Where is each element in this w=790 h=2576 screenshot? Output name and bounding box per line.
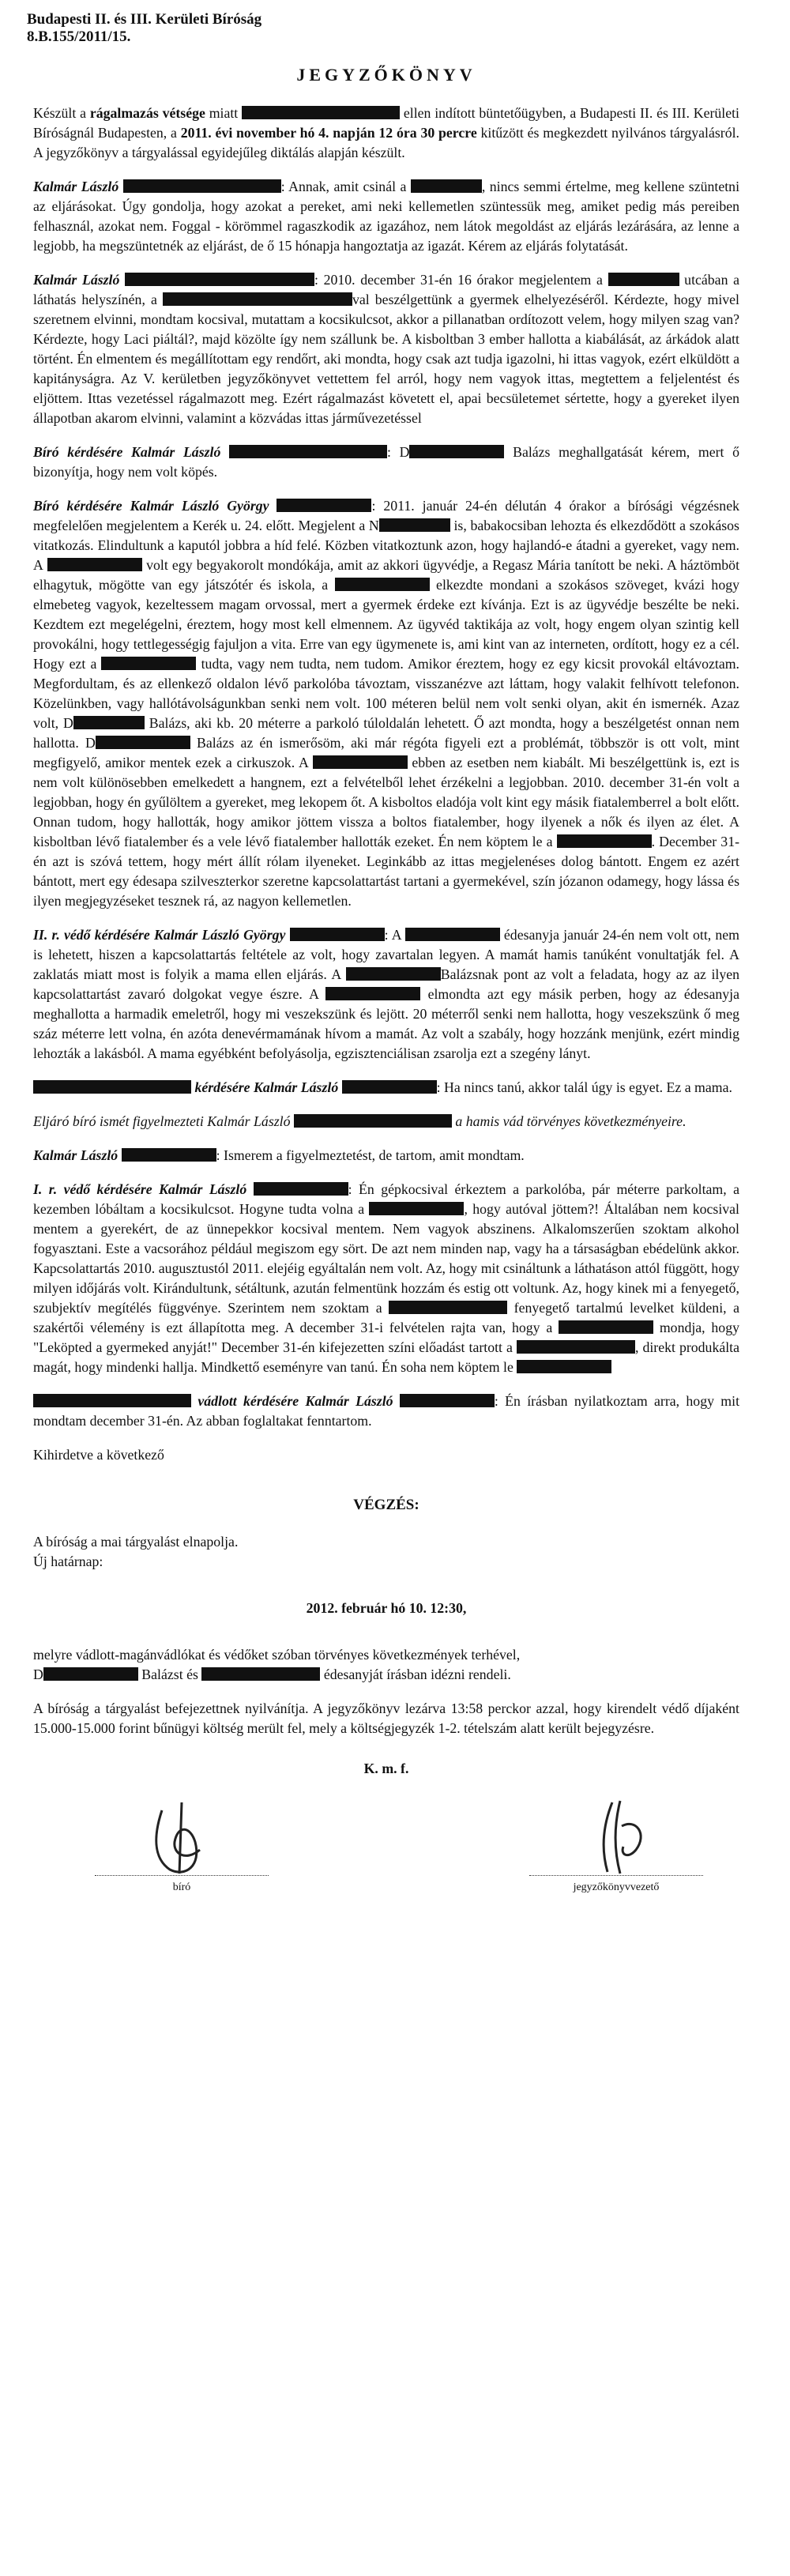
verdict-line: Új határnap: xyxy=(33,1554,103,1569)
testimony-text: Balázsnak pont az volt a feladata, hogy az az ilyen kapcsolattartást zavaró dolgokat vegye észre. A xyxy=(33,966,739,1002)
redaction-box xyxy=(400,1394,495,1407)
testimony-block-10 xyxy=(33,1392,739,1431)
verdict-text: melyre vádlott-magánvádlókat és védőket szóban törvényes következmények terhével, xyxy=(33,1647,521,1663)
testimony-text: mondja, hogy "Leköpted a gyermeked anyját!" December 31-én kifejezetten színi előadást tartott a xyxy=(33,1320,739,1355)
redaction-box xyxy=(242,106,400,119)
redaction-box xyxy=(559,1320,653,1334)
intro-text: kitűzött és megkezdett nyilvános tárgyalásról. A jegyzőkönyv a tárgyalással egyidejűleg diktálás alapján készült. xyxy=(33,125,739,160)
testimony-text: elmondta azt egy másik perben, hogy az édesanyja meghallotta a harmadik emeletről, hogy mi veszekszünk és lejött. 20 méterről senki nem hallotta, hogy veszekszünk ő meg száz méterre lett volna, én azóta denevérmamának hívom a mamát. Az volt a szabály, hogy hozzánk menjünk, ezért mindig lehozták a lakásból. A mama egyébként befolyásolja, egzisztenciálisan zsarolja ezt a szegény lányt. xyxy=(33,986,739,1061)
testimony-text: Balázs meghallgatását kérem, mert ő bizonyítja, hogy nem volt köpés. xyxy=(33,444,739,480)
redaction-box xyxy=(101,657,196,670)
redaction-box xyxy=(608,273,679,286)
redaction-box xyxy=(409,445,504,458)
testimony-text: elkezdte mondani a szokásos szöveget, kvázi hogy elmebeteg vagyok, kezeltessem magam orvossal, mert a gyermek érdeke ezt kívánja. Ezt is az ügyvédje beszélte be neki. Kezdtem ezt megelégelni, éreztem, hogy most kell elmennem. Az ügyvéd taktikája az volt, hogy engem olyan szintig kell provokálni, hogy tettlegességig fajuljon a vita. Erre van egy ügymenete is, ami kint van az interneten, ordított, hogy ez a cél. Hogy ezt a xyxy=(33,577,739,672)
court-header xyxy=(27,11,739,46)
warning-text: a hamis vád törvényes következményeire. xyxy=(455,1113,687,1129)
testimony-text: Balázs az én ismerősöm, aki már régóta figyeli ezt a problémát, többször is ott volt, mint megfigyelő, amikor mentek ezek a cirkuszok. A xyxy=(33,735,740,770)
testimony-text: val beszélgettünk a gyermek elhelyezéséről. Kérdezte, hogy mivel szeretnem elvinni, mondtam kocsival, mutattam a kocsikulcsot, akkor a pillanatban ordítozott velem, hogy milyen szag van? Kérdezte, hogy Laci piáltál?, majd közölte így nem szállunk be. A kisboltban 3 ember hallotta a kiabálását, az árkádok alatt történt. Én elmentem és megállítottam egy rendőrt, aki mondta, hogy csak azt tudja igazolni, hi ittas vagyok, ezért elküldött a kapitányságra. Az V. kerületben jegyzőkönyvet vettettem fel arról, hogy nem vagyok ittas, megtettem a feljelentést és eljöttem. Ittas vezetéssel rágalmazott meg. Ezért rágalmazást követett el, apai becsületemet sértette, hogy a gyereket ilyen állapotban akarom elvinni, valamint a közvádas ittas járművezetéssel xyxy=(33,292,739,426)
speaker-name: vádlott kérdésére Kalmár László xyxy=(198,1393,393,1409)
redaction-box xyxy=(517,1360,611,1373)
testimony-block-4 xyxy=(33,496,739,911)
redaction-box xyxy=(163,292,352,306)
judge-signature xyxy=(95,1795,269,1897)
speaker-name: Kalmár László xyxy=(33,179,119,194)
redaction-box xyxy=(123,179,281,193)
redaction-box xyxy=(379,518,450,532)
testimony-text: : 2011. január 24-én délután 4 órakor a bírósági végzésnek megfelelően megjelentem a Kerék u. 24. előtt. Megjelent a N xyxy=(33,498,739,533)
redaction-box xyxy=(313,755,408,769)
redaction-box xyxy=(229,445,387,458)
redaction-box xyxy=(201,1667,320,1681)
verdict-summons xyxy=(33,1645,739,1685)
testimony-text: : A xyxy=(384,927,401,943)
redaction-box xyxy=(254,1182,348,1196)
testimony-block-3 xyxy=(33,443,739,482)
testimony-block-2 xyxy=(33,270,739,428)
testimony-text: , nincs semmi értelme, meg kellene szüntetni az eljárásokat. Úgy gondolja, hogy azokat a pereket, ami neki kellemetlen szüntessük meg, amiket pedig más pereiben felhasznál, azokat nem. Foggal - körömmel ragaszkodik az igazához, nem látok megoldást az eljárás lezárására, az lenne a legjobb, ha megszüntetnék az eljárást, de ő 15 hónapja hangoztatja az igazát. Kérem az eljárás folytatását. xyxy=(33,179,740,254)
judge-signature-icon xyxy=(138,1795,225,1881)
testimony-text: ebben az esetben nem kiabált. Mi beszélgettünk is, ezt is nem volt különösebben emelkedett a hangnem, ezt a felvételből lehet érzékelni a legjobban. 2010. december 31-én volt a legjobban, hogy én gyűlöltem a gyereket, meg lekopem őt. A kisboltos eladója volt kint egy másik fiatalemberrel a bolt előtt. Onnan tudom, hogy hallották, hogy amikor jöttem vissza a boltos fiatalember, hogy ilyenek a nők és ilyen az élet. A kisboltban lévő fiatalember és a vele lévő fiatalember hallották ezeket. Én nem köptem le a xyxy=(33,755,739,849)
judge-label: bíró xyxy=(95,1875,269,1897)
testimony-text: tudta, vagy nem tudta, nem tudom. Amikor éreztem, hogy ez egy kicsit provokál eltávoztam. Megfordultam, és az ellenkező oldalon lévő parkolóba távoztam, visszanézve azt láttam, hogy valakit felhívott telefonon. Közelünkben, vagy hallótávolságunkban senki nem volt. 100 méteren belül nem volt senki olyan, akit én ismernék. Azaz volt, D xyxy=(33,656,739,731)
verdict-section xyxy=(33,1532,739,1738)
clerk-label: jegyzőkönyvvezető xyxy=(529,1875,703,1897)
speaker-name: Kalmár László xyxy=(33,1147,118,1163)
redaction-box xyxy=(369,1202,464,1215)
testimony-text: , hogy autóval jöttem?! Általában nem kocsival mentem a gyerekért, de az ünnepekkor kocsival mentem. Nem vagyok abszinens. Alkalomszerűen szoktam alkohol fogyasztani. Este a vacsorához például megiszom egy sört. De azt nem minden nap, vagy ha a társaságban ebédelünk akkor. Kapcsolattartás 2010. augusztustól 2011. elejéig egyáltalán nem volt. Az, hogy mit csináltunk a láthatáson attól függött, hogy milyen időjárás volt. Kirándultunk, sétáltunk, azután felmentünk hozzám és estig ott voltunk. Az, hogy kinek mi a fenyegető, szubjektív megítélés függvénye. Szerintem nem szoktam a xyxy=(33,1201,740,1316)
intro-date: 2011. évi november hó 4. napján 12 óra 30 percre xyxy=(180,125,477,141)
redaction-box xyxy=(346,967,441,981)
speaker-name: Bíró kérdésére Kalmár László György xyxy=(33,498,269,514)
redaction-box xyxy=(342,1080,437,1094)
speaker-name: Kalmár László xyxy=(33,272,120,288)
redaction-box xyxy=(411,179,482,193)
testimony-text: volt egy begyakorolt mondókája, amit az akkori ügyvédje, a Regasz Mária tanított be neki. A háztömböt elhagytuk, mögötte van egy játszótér és iskola, a xyxy=(33,557,740,593)
new-hearing-date: 2012. február hó 10. 12:30, xyxy=(306,1600,467,1616)
redaction-box xyxy=(389,1301,507,1314)
announcement: Kihirdetve a következő xyxy=(33,1447,164,1463)
redaction-box xyxy=(335,578,430,591)
redaction-box xyxy=(325,987,420,1000)
redaction-box xyxy=(125,273,314,286)
speaker-name: I. r. védő kérdésére Kalmár László xyxy=(33,1181,247,1197)
intro-text: ellen indított büntetőügyben, a Budapesti II. és III. Kerületi Bíróságnál Budapesten, a xyxy=(33,105,739,141)
kmf-mark: K. m. f. xyxy=(363,1761,409,1776)
testimony-block-8 xyxy=(33,1146,739,1166)
intro-paragraph xyxy=(33,104,739,163)
clerk-signature xyxy=(529,1795,703,1897)
testimony-text: : Ha nincs tanú, akkor talál úgy is egyet. Ez a mama. xyxy=(436,1079,732,1095)
testimony-text: : 2010. december 31-én 16 órakor megjelentem a xyxy=(314,272,603,288)
testimony-text: : D xyxy=(387,444,410,460)
testimony-text: is, babakocsiban lehozta és elkezdődött a szokásos vitatkozás. Elindultunk a kaputól jobbra a híd felé. Közben vitatkoztunk azon, hogy hajlandó-e átadni a gyereket, vagy nem. A xyxy=(33,518,739,573)
document-title: JEGYZŐKÖNYV xyxy=(296,65,476,85)
redaction-box xyxy=(47,558,142,571)
verdict-text-2 xyxy=(33,1665,739,1685)
redaction-box xyxy=(557,834,652,848)
testimony-block-5 xyxy=(33,925,739,1064)
testimony-text: édesanyja január 24-én nem volt ott, nem is lehetett, hiszen a kapcsolattartás feltétele az volt, hogy zavartalan legyen. A mamát hamis tanúként vonultatják fel. A zaklatás miatt most is folyik a mama ellen eljárás. A xyxy=(33,927,739,982)
testimony-text: : Ismerem a figyelmeztetést, de tartom, amit mondtam. xyxy=(216,1147,525,1163)
testimony-block-9 xyxy=(33,1180,739,1377)
testimony-text: , direkt produkálta magát, hogy mindenki hallja. Mindkettő eseményre van tanú. Én soha nem köptem le xyxy=(33,1339,739,1375)
testimony-text: Balázs, aki kb. 20 méterre a parkoló túloldalán lehetett. Ő azt mondta, hogy a beszélgetést onnan nem hallotta. D xyxy=(33,715,739,751)
verdict-text: D xyxy=(33,1666,43,1682)
verdict-heading: VÉGZÉS: xyxy=(353,1497,419,1513)
testimony-text: fenyegető tartalmú levelket küldeni, a szakértői vélemény is ezt állapította meg. A december 31-i felvételen rajta van, hogy a xyxy=(33,1300,739,1335)
testimony-block-6 xyxy=(33,1078,739,1098)
testimony-text: : Én írásban nyilatkoztam arra, hogy mit mondtam december 31-én. Az abban foglaltakat fenntartom. xyxy=(33,1393,740,1429)
redaction-box xyxy=(405,928,500,941)
signature-row xyxy=(33,1779,739,1945)
redaction-box xyxy=(276,499,371,512)
redaction-box xyxy=(33,1394,191,1407)
case-number: 8.B.155/2011/15. xyxy=(27,28,131,45)
redaction-box xyxy=(73,716,145,729)
testimony-text: : Én gépkocsival érkeztem a parkolóba, pár méterre parkoltam, a kezemben lóbáltam a kocsikulcsot. Hogyne tudta volna a xyxy=(33,1181,740,1217)
testimony-text: : Annak, amit csinál a xyxy=(280,179,407,194)
testimony-text: . December 31-én azt is szóvá tettem, hogy mért állít rólam ilyeneket. Leginkább az ittas megjelenéses dolog bántott. Engem ez azért bántott, mert egy édesapa szilveszterkor szeretne kapcsolattartást tartani a gyermekével, szín józanon odamegy, hogy lássa és ilyen megjegyzéseket tesznek rá, az nagyon kellemetlen. xyxy=(33,834,740,909)
redaction-box xyxy=(294,1114,452,1128)
redaction-box xyxy=(96,736,190,749)
verdict-text: édesanyját írásban idézni rendeli. xyxy=(323,1666,511,1682)
redaction-box xyxy=(122,1148,216,1162)
redaction-box xyxy=(33,1080,191,1094)
intro-text: miatt xyxy=(209,105,239,121)
intro-offense: rágalmazás vétsége xyxy=(89,105,205,121)
speaker-name: Bíró kérdésére Kalmár László xyxy=(33,444,221,460)
court-name: Budapesti II. és III. Kerületi Bíróság xyxy=(27,11,262,28)
verdict-text: Balázst és xyxy=(141,1666,198,1682)
closing-paragraph: A bíróság a tárgyalást befejezettnek nyilvánítja. A jegyzőkönyv lezárva 13:58 perckor azzal, hogy kirendelt védő díjaként 15.000-15.000 forint bűnügyi költség merült fel, mely a költségjegyzék 1-2. tételszám alatt került bejegyzésre. xyxy=(33,1700,739,1736)
redaction-box xyxy=(43,1667,138,1681)
testimony-block-1 xyxy=(33,177,739,256)
verdict-line: A bíróság a mai tárgyalást elnapolja. xyxy=(33,1534,239,1550)
testimony-text: utcában a láthatás helyszínén, a xyxy=(33,272,739,307)
intro-text: Készült a xyxy=(33,105,87,121)
redaction-box xyxy=(290,928,385,941)
redaction-box xyxy=(517,1340,635,1354)
judge-warning xyxy=(33,1112,739,1132)
speaker-name: II. r. védő kérdésére Kalmár László György xyxy=(33,927,286,943)
clerk-signature-icon xyxy=(573,1795,660,1881)
speaker-name: kérdésére Kalmár László xyxy=(194,1079,339,1095)
warning-text: Eljáró bíró ismét figyelmezteti Kalmár László xyxy=(33,1113,291,1129)
